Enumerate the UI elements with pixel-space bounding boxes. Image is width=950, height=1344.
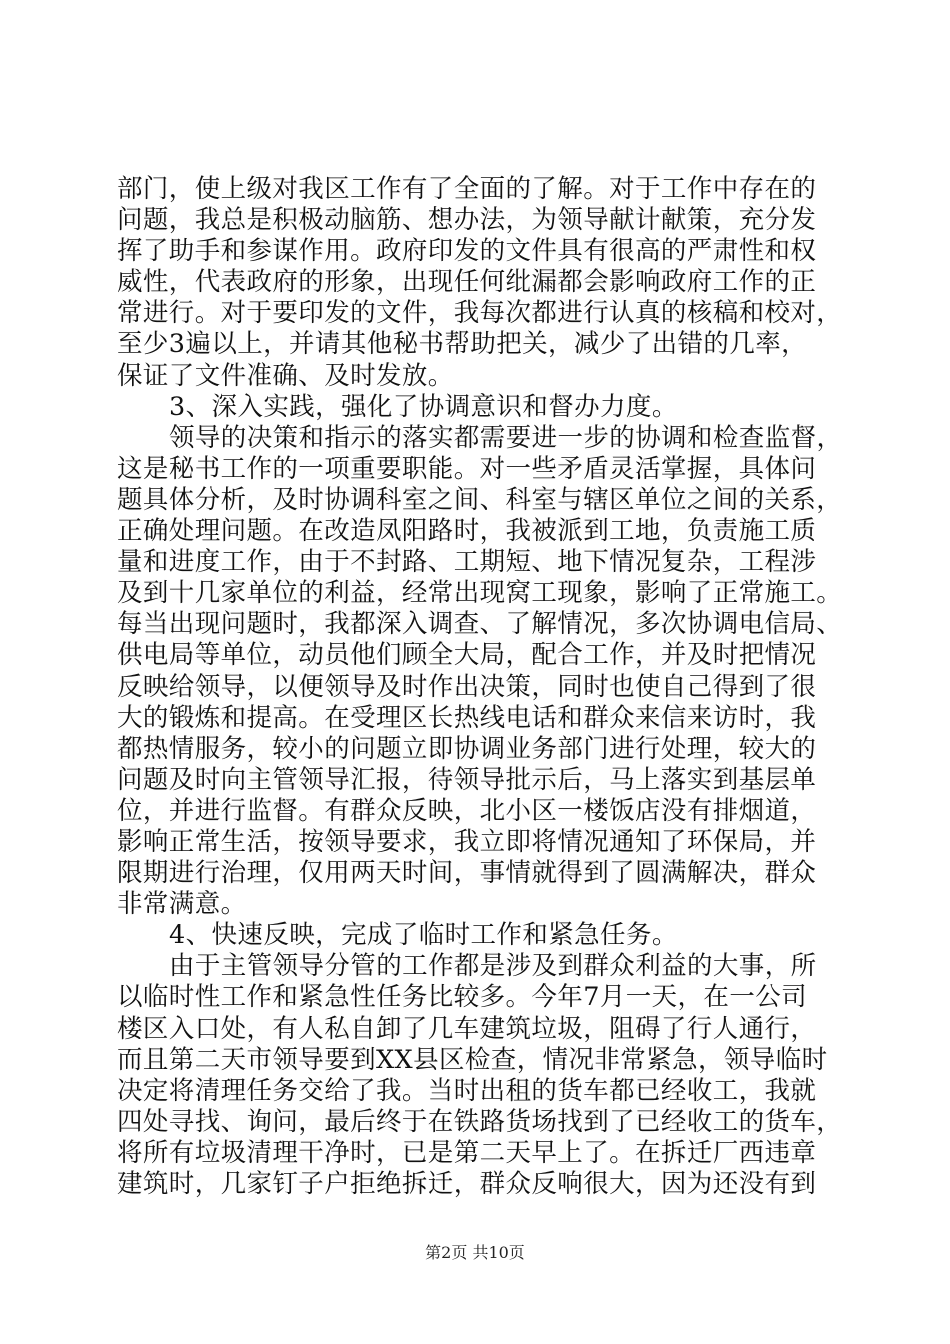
section-heading: 3、深入实践，强化了协调意识和督办力度。	[169, 391, 678, 422]
text-line: 量和进度工作，由于不封路、工期短、地下情况复杂，工程涉	[117, 547, 817, 578]
paragraph-start: 由于主管领导分管的工作都是涉及到群众利益的大事，所	[169, 951, 817, 982]
text-line: 非常满意。	[117, 889, 247, 920]
text-line: 题具体分析，及时协调科室之间、科室与辖区单位之间的关系，	[117, 484, 843, 515]
text-line: 影响正常生活，按领导要求，我立即将情况通知了环保局，并	[117, 826, 817, 857]
text-line: 都热情服务，较小的问题立即协调业务部门进行处理，较大的	[117, 733, 817, 764]
text-line: 而且第二天市领导要到XX县区检查，情况非常紧急，领导临时	[117, 1044, 828, 1075]
text-line: 楼区入口处，有人私自卸了几车建筑垃圾，阻碍了行人通行，	[117, 1013, 817, 1044]
text-line: 以临时性工作和紧急性任务比较多。今年7月一天，在一公司	[117, 982, 808, 1013]
paragraph-start: 领导的决策和指示的落实都需要进一步的协调和检查监督，	[169, 422, 843, 453]
text-line: 四处寻找、询问，最后终于在铁路货场找到了已经收工的货车，	[117, 1106, 843, 1137]
text-line: 常进行。对于要印发的文件，我每次都进行认真的核稿和校对，	[117, 298, 843, 329]
document-body	[117, 174, 843, 1200]
text-line: 这是秘书工作的一项重要职能。对一些矛盾灵活掌握，具体问	[117, 453, 817, 484]
text-line: 威性，代表政府的形象，出现任何纰漏都会影响政府工作的正	[117, 267, 817, 298]
text-line: 位，并进行监督。有群众反映，北小区一楼饭店没有排烟道，	[117, 795, 817, 826]
page-number-footer: 第2页 共10页	[425, 1243, 525, 1262]
text-line: 限期进行治理，仅用两天时间，事情就得到了圆满解决，群众	[117, 858, 817, 889]
text-line: 问题及时向主管领导汇报，待领导批示后，马上落实到基层单	[117, 764, 817, 795]
text-line: 将所有垃圾清理干净时，已是第二天早上了。在拆迁厂西违章	[117, 1137, 817, 1168]
text-line: 至少3遍以上，并请其他秘书帮助把关，减少了出错的几率，	[117, 329, 808, 360]
text-line: 建筑时，几家钉子户拒绝拆迁，群众反响很大，因为还没有到	[117, 1169, 817, 1199]
text-line: 大的锻炼和提高。在受理区长热线电话和群众来信来访时，我	[117, 702, 817, 733]
text-line: 及到十几家单位的利益，经常出现窝工现象，影响了正常施工。	[117, 578, 843, 609]
text-line: 反映给领导，以便领导及时作出决策，同时也使自己得到了很	[117, 671, 817, 702]
text-line: 供电局等单位，动员他们顾全大局，配合工作，并及时把情况	[117, 640, 817, 671]
text-line: 每当出现问题时，我都深入调查、了解情况，多次协调电信局、	[117, 609, 843, 640]
text-line: 正确处理问题。在改造凤阳路时，我被派到工地，负责施工质	[117, 516, 817, 547]
text-line: 部门，使上级对我区工作有了全面的了解。对于工作中存在的	[117, 174, 817, 204]
text-line: 保证了文件准确、及时发放。	[117, 360, 454, 391]
text-line: 挥了助手和参谋作用。政府印发的文件具有很高的严肃性和权	[117, 236, 817, 267]
section-heading: 4、快速反映，完成了临时工作和紧急任务。	[169, 920, 678, 951]
text-line: 决定将清理任务交给了我。当时出租的货车都已经收工，我就	[117, 1075, 817, 1106]
text-line: 问题，我总是积极动脑筋、想办法，为领导献计献策，充分发	[117, 205, 817, 236]
